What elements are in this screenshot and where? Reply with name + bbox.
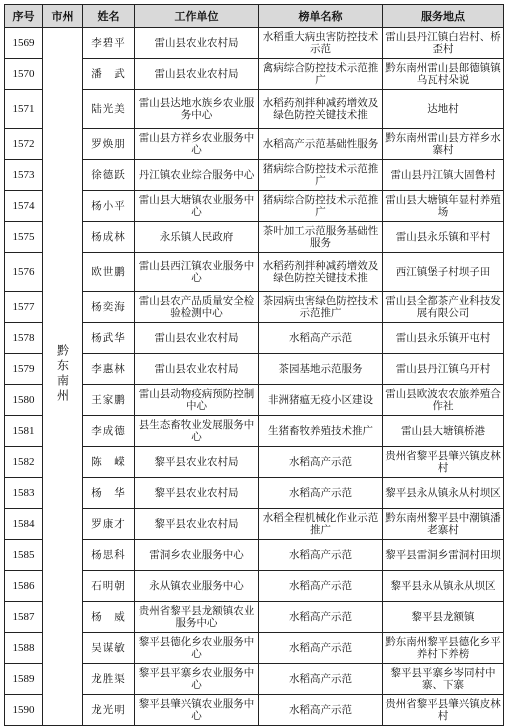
row-seq: 1572: [5, 129, 43, 160]
row-list: 水稻药剂拌种减药增效及绿色防控关键技术推: [259, 90, 383, 129]
row-unit: 雷山县西江镇农业服务中心: [135, 253, 259, 292]
row-name: 徐德跃: [83, 160, 135, 191]
row-seq: 1585: [5, 540, 43, 571]
row-location: 西江镇堡子村坝子田: [383, 253, 504, 292]
row-name: 潘 武: [83, 59, 135, 90]
row-name: 陆光美: [83, 90, 135, 129]
row-unit: 雷洞乡农业服务中心: [135, 540, 259, 571]
row-seq: 1569: [5, 28, 43, 59]
row-seq: 1579: [5, 354, 43, 385]
row-location: 黎平县平寨乡岑同村中寨、下寨: [383, 664, 504, 695]
row-unit: 贵州省黎平县龙额镇农业服务中心: [135, 602, 259, 633]
row-list: 水稻高产示范基础性服务: [259, 129, 383, 160]
row-list: 非洲猪瘟无疫小区建设: [259, 385, 383, 416]
row-location: 黔东南州雷山县郎德镇镇乌瓦村朵说: [383, 59, 504, 90]
row-name: 杨 威: [83, 602, 135, 633]
row-list: 水稻高产示范: [259, 664, 383, 695]
row-location: 黎平县龙额镇: [383, 602, 504, 633]
row-name: 罗焕朋: [83, 129, 135, 160]
row-unit: 丹江镇农业综合服务中心: [135, 160, 259, 191]
row-seq: 1589: [5, 664, 43, 695]
row-list: 水稻高产示范: [259, 323, 383, 354]
row-location: 雷山县全都茶产业科技发展有限公司: [383, 292, 504, 323]
row-list: 水稻药剂拌种减药增效及绿色防控关键技术推: [259, 253, 383, 292]
row-list: 水稻高产示范: [259, 633, 383, 664]
row-name: 龙光明: [83, 695, 135, 726]
row-list: 水稻高产示范: [259, 695, 383, 726]
row-seq: 1571: [5, 90, 43, 129]
header-seq: 序号: [5, 5, 43, 28]
row-location: 贵州省黎平县肇兴镇皮林村: [383, 447, 504, 478]
row-location: 黎平县永从镇永从村坝区: [383, 478, 504, 509]
row-unit: 雷山县农产品质量安全检验检测中心: [135, 292, 259, 323]
row-name: 李成德: [83, 416, 135, 447]
row-name: 杨奕海: [83, 292, 135, 323]
row-list: 水稻重大病虫害防控技术示范: [259, 28, 383, 59]
row-list: 水稻高产示范: [259, 447, 383, 478]
row-location: 雷山县永乐镇开屯村: [383, 323, 504, 354]
header-city: 市州: [43, 5, 83, 28]
row-unit: 雷山县方祥乡农业服务中心: [135, 129, 259, 160]
row-unit: 雷山县农业农村局: [135, 59, 259, 90]
row-unit: 黎平县农业农村局: [135, 509, 259, 540]
row-unit: 雷山县达地水族乡农业服务中心: [135, 90, 259, 129]
row-list: 水稻高产示范: [259, 478, 383, 509]
row-seq: 1574: [5, 191, 43, 222]
row-list: 茶园病虫害绿色防控技术示范推广: [259, 292, 383, 323]
table-body: [5, 28, 504, 726]
row-location: 雷山县永乐镇和平村: [383, 222, 504, 253]
row-name: 罗康才: [83, 509, 135, 540]
row-list: 猪病综合防控技术示范推广: [259, 191, 383, 222]
row-unit: 雷山县农业农村局: [135, 323, 259, 354]
row-unit: 黎平县平寨乡农业服务中心: [135, 664, 259, 695]
row-unit: 县生态畜牧业发展服务中心: [135, 416, 259, 447]
row-location: 雷山县大塘镇年显村养殖场: [383, 191, 504, 222]
row-list: 猪病综合防控技术示范推广: [259, 160, 383, 191]
row-location: 雷山县丹江镇乌开村: [383, 354, 504, 385]
row-list: 茶叶加工示范服务基础性服务: [259, 222, 383, 253]
row-location: 黎平县永从镇永从坝区: [383, 571, 504, 602]
row-unit: 永从镇农业服务中心: [135, 571, 259, 602]
header-loc: 服务地点: [383, 5, 504, 28]
row-location: 雷山县丹江镇白岩村、桥歪村: [383, 28, 504, 59]
row-list: 水稻高产示范: [259, 571, 383, 602]
row-name: 李碧平: [83, 28, 135, 59]
row-list: 禽病综合防控技术示范推广: [259, 59, 383, 90]
row-location: 黎平县雷洞乡雷洞村田坝: [383, 540, 504, 571]
row-name: 杨武华: [83, 323, 135, 354]
row-unit: 永乐镇人民政府: [135, 222, 259, 253]
row-name: 龙胜渠: [83, 664, 135, 695]
row-seq: 1583: [5, 478, 43, 509]
row-seq: 1586: [5, 571, 43, 602]
row-seq: 1577: [5, 292, 43, 323]
row-name: 石明朝: [83, 571, 135, 602]
row-location: 达地村: [383, 90, 504, 129]
row-name: 杨小平: [83, 191, 135, 222]
row-seq: 1587: [5, 602, 43, 633]
row-seq: 1581: [5, 416, 43, 447]
row-location: 黔东南州雷山县方祥乡水寨村: [383, 129, 504, 160]
row-list: 水稻全程机械化作业示范推广: [259, 509, 383, 540]
document-page: [4, 4, 504, 726]
row-unit: 黎平县肇兴镇农业服务中心: [135, 695, 259, 726]
row-location: 黔东南州黎平县中潮镇潘老寨村: [383, 509, 504, 540]
row-seq: 1588: [5, 633, 43, 664]
row-unit: 雷山县动物疫病预防控制中心: [135, 385, 259, 416]
row-name: 李惠林: [83, 354, 135, 385]
row-name: 杨 华: [83, 478, 135, 509]
row-seq: 1575: [5, 222, 43, 253]
row-unit: 黎平县农业农村局: [135, 478, 259, 509]
row-unit: 黎平县德化乡农业服务中心: [135, 633, 259, 664]
row-seq: 1573: [5, 160, 43, 191]
header-name: 姓名: [83, 5, 135, 28]
header-unit: 工作单位: [135, 5, 259, 28]
row-location: 雷山县欧波农农旅养殖合作社: [383, 385, 504, 416]
city-cell: [43, 28, 83, 726]
row-name: 吴谋敏: [83, 633, 135, 664]
row-seq: 1584: [5, 509, 43, 540]
row-list: 水稻高产示范: [259, 602, 383, 633]
row-unit: 雷山县农业农村局: [135, 354, 259, 385]
row-seq: 1590: [5, 695, 43, 726]
row-name: 陈 嵘: [83, 447, 135, 478]
row-seq: 1570: [5, 59, 43, 90]
row-seq: 1580: [5, 385, 43, 416]
row-name: 王家鹏: [83, 385, 135, 416]
row-name: 杨思科: [83, 540, 135, 571]
table-row: [5, 28, 504, 59]
row-location: 雷山县丹江镇大固鲁村: [383, 160, 504, 191]
city-label: 黔东南州: [55, 344, 70, 404]
row-location: 黔东南州黎平县德化乡平养村下养榜: [383, 633, 504, 664]
row-name: 杨成林: [83, 222, 135, 253]
row-seq: 1582: [5, 447, 43, 478]
row-name: 欧世鹏: [83, 253, 135, 292]
row-unit: 黎平县农业农村局: [135, 447, 259, 478]
roster-table: [4, 4, 504, 726]
row-seq: 1578: [5, 323, 43, 354]
row-list: 茶园基地示范服务: [259, 354, 383, 385]
row-location: 贵州省黎平县肇兴镇皮林村: [383, 695, 504, 726]
row-unit: 雷山县农业农村局: [135, 28, 259, 59]
row-location: 雷山县大塘镇桥港: [383, 416, 504, 447]
row-unit: 雷山县大塘镇农业服务中心: [135, 191, 259, 222]
row-list: 水稻高产示范: [259, 540, 383, 571]
header-row: [5, 5, 504, 28]
row-list: 生猪畜牧养殖技术推广: [259, 416, 383, 447]
row-seq: 1576: [5, 253, 43, 292]
header-list: 榜单名称: [259, 5, 383, 28]
